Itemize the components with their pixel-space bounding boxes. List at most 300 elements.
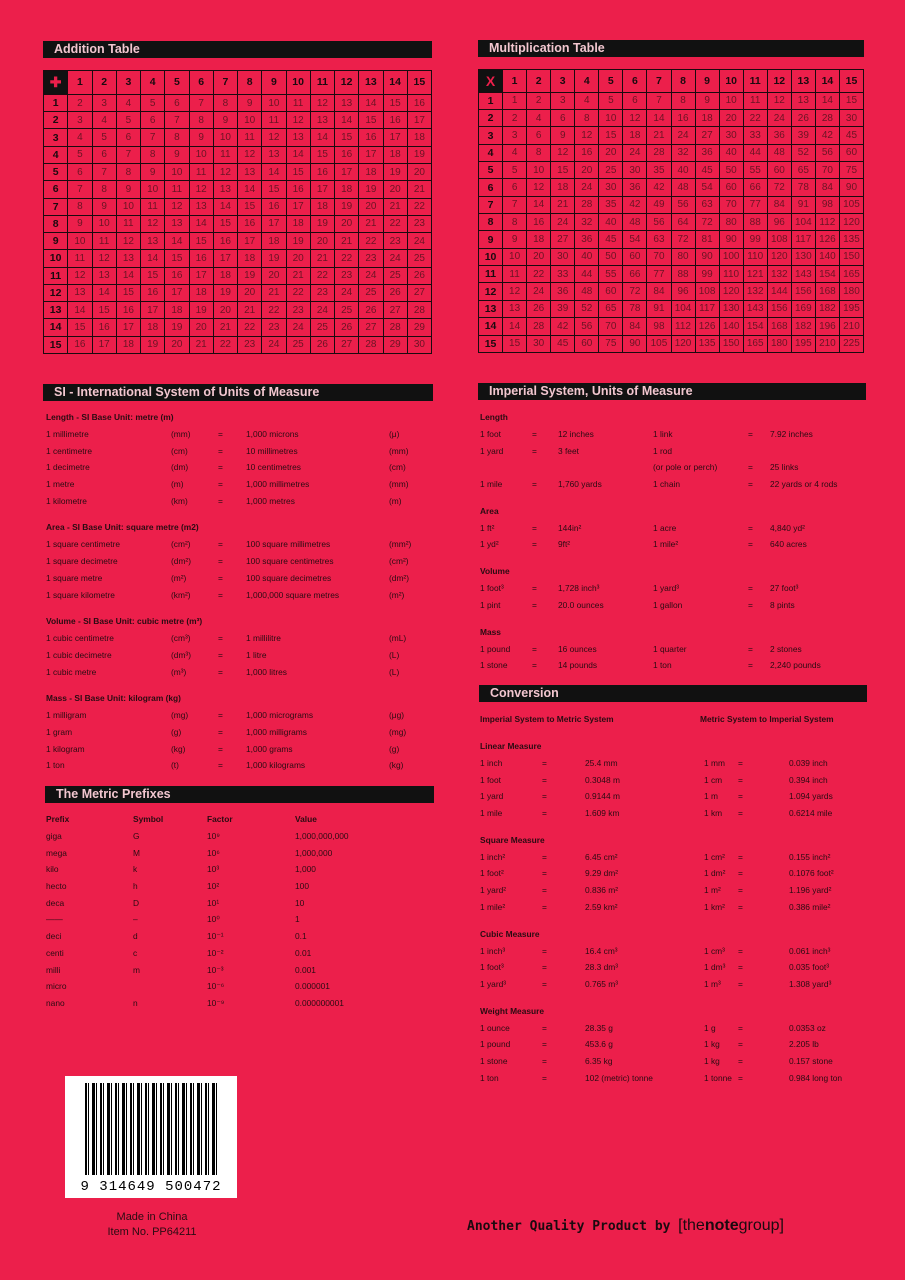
column-header: 9 (262, 71, 286, 95)
table-cell: 21 (286, 267, 310, 284)
unit-cell: 1 inch (480, 758, 503, 768)
table-cell: 20 (213, 302, 237, 319)
table-cell: 19 (165, 319, 189, 336)
table-cell: 84 (623, 318, 647, 335)
multiplication-table-title: Multiplication Table (478, 40, 864, 57)
made-in-label: Made in China (116, 1211, 188, 1223)
table-cell: 80 (719, 214, 743, 231)
table-cell: 6 (165, 94, 189, 111)
table-cell: 20 (599, 144, 623, 161)
table-cell: 6 (503, 179, 527, 196)
unit-cell: = (532, 479, 537, 490)
table-cell: 15 (92, 302, 116, 319)
table-cell: 20 (527, 248, 551, 265)
table-cell: 40 (671, 162, 695, 179)
table-cell: 10 (503, 248, 527, 265)
table-cell: 52 (575, 300, 599, 317)
table-cell: 16 (335, 146, 359, 163)
row-header: 1 (44, 94, 68, 111)
table-cell: 21 (262, 284, 286, 301)
table-cell: 28 (527, 318, 551, 335)
table-cell: 104 (791, 214, 815, 231)
unit-cell: 1 foot (480, 774, 501, 785)
table-cell: 24 (359, 267, 383, 284)
prefix-cell: deca (46, 897, 65, 908)
table-cell: 15 (335, 129, 359, 146)
table-cell: 4 (503, 144, 527, 161)
column-header: 10 (286, 71, 310, 95)
table-cell: 27 (383, 302, 407, 319)
table-cell: 45 (551, 335, 575, 353)
table-cell: 112 (671, 318, 695, 335)
table-cell: 30 (407, 336, 431, 353)
table-cell: 156 (791, 283, 815, 300)
table-cell: 13 (92, 267, 116, 284)
table-cell: 16 (407, 94, 431, 111)
table-cell: 135 (695, 335, 719, 353)
group-heading: Volume (480, 566, 510, 577)
prefix-cell: 0.000000001 (295, 997, 344, 1008)
table-cell: 24 (551, 214, 575, 231)
unit-row (480, 581, 865, 598)
table-row (44, 267, 432, 284)
unit-cell: 100 square centimetres (246, 556, 334, 567)
table-cell: 4 (68, 129, 92, 146)
table-cell: 117 (791, 231, 815, 248)
table-cell: 9 (551, 127, 575, 144)
prefix-cell: k (133, 864, 138, 875)
table-cell: 28 (815, 110, 839, 127)
unit-cell: 10 millimetres (246, 445, 298, 456)
unit-row (46, 742, 431, 759)
unit-cell: 0.394 inch (789, 774, 828, 785)
group-spacer (480, 554, 865, 562)
brand-the: the (682, 1217, 705, 1234)
table-cell: 18 (286, 215, 310, 232)
prefix-row (46, 862, 431, 879)
row-header: 1 (479, 92, 503, 109)
prefix-cell: 10² (207, 881, 220, 892)
table-cell: 2 (503, 110, 527, 127)
group-heading: Length - SI Base Unit: metre (m) (46, 412, 174, 422)
table-cell: 20 (383, 181, 407, 198)
unit-cell: 14 pounds (558, 660, 598, 671)
unit-cell: = (542, 868, 547, 879)
table-cell: 8 (165, 129, 189, 146)
table-cell: 23 (262, 319, 286, 336)
table-cell: 9 (503, 231, 527, 248)
prefix-cell: d (133, 931, 138, 942)
table-cell: 156 (767, 300, 791, 317)
table-cell: 18 (407, 129, 431, 146)
table-cell: 13 (165, 215, 189, 232)
unit-cell: 1 foot (480, 429, 501, 439)
table-cell: 98 (647, 318, 671, 335)
row-header: 5 (479, 162, 503, 179)
unit-cell: 1 link (653, 429, 673, 439)
table-cell: 25 (335, 302, 359, 319)
table-cell: 90 (623, 335, 647, 353)
unit-cell: = (738, 808, 743, 819)
table-cell: 22 (383, 215, 407, 232)
unit-cell: 1,000 litres (246, 666, 287, 677)
table-cell: 19 (359, 181, 383, 198)
table-cell: 7 (92, 163, 116, 180)
table-cell: 70 (719, 196, 743, 213)
table-cell: 150 (719, 335, 743, 353)
group-heading: Mass (480, 626, 501, 637)
table-cell: 12 (503, 283, 527, 300)
table-cell: 11 (68, 250, 92, 267)
unit-row (480, 477, 865, 494)
table-cell: 48 (575, 283, 599, 300)
table-cell: 7 (68, 181, 92, 198)
unit-cell: (cm³) (171, 633, 191, 644)
table-cell: 65 (599, 300, 623, 317)
unit-cell: = (748, 599, 753, 610)
prefix-cell: 0.001 (295, 964, 316, 975)
unit-row (46, 588, 431, 605)
group-spacer (46, 510, 431, 518)
unit-cell: 1 yard³ (480, 978, 507, 989)
table-cell: 2 (527, 92, 551, 109)
table-cell: 80 (671, 248, 695, 265)
table-cell: 19 (141, 336, 165, 353)
table-cell: 45 (599, 231, 623, 248)
unit-cell: 25.4 mm (585, 758, 618, 768)
table-cell: 25 (407, 250, 431, 267)
unit-cell: 1 cubic metre (46, 666, 97, 677)
unit-cell: 0.0353 oz (789, 1022, 826, 1033)
table-cell: 96 (671, 283, 695, 300)
table-cell: 23 (359, 250, 383, 267)
table-cell: 36 (575, 231, 599, 248)
table-cell: 75 (599, 335, 623, 353)
table-cell: 18 (141, 319, 165, 336)
unit-cell: (cm²) (171, 539, 191, 550)
table-cell: 24 (767, 110, 791, 127)
table-row (479, 335, 864, 353)
unit-cell: 0.035 foot³ (789, 962, 830, 973)
table-cell: 132 (743, 283, 767, 300)
table-cell: 12 (551, 144, 575, 161)
table-cell: 20 (575, 162, 599, 179)
prefix-row (46, 946, 431, 963)
table-row (44, 112, 432, 129)
unit-cell: (g) (389, 743, 400, 754)
table-cell: 60 (839, 144, 863, 161)
table-cell: 15 (310, 146, 334, 163)
unit-cell: = (542, 962, 547, 973)
table-cell: 9 (92, 198, 116, 215)
table-cell: 42 (647, 179, 671, 196)
table-cell: 18 (359, 163, 383, 180)
row-header: 2 (479, 110, 503, 127)
table-cell: 72 (695, 214, 719, 231)
table-cell: 12 (310, 94, 334, 111)
unit-cell: = (218, 556, 223, 567)
unit-row (480, 658, 865, 675)
table-cell: 44 (575, 266, 599, 283)
prefix-cell: 10⁻³ (207, 964, 224, 975)
origin-info (93, 1210, 211, 1240)
prefix-row (46, 879, 431, 896)
table-cell: 17 (335, 163, 359, 180)
table-row (479, 248, 864, 265)
brand-tagline: Another Quality Product by (467, 1219, 671, 1234)
table-cell: 16 (68, 336, 92, 353)
column-header: 11 (310, 71, 334, 95)
prefix-header-cell: Value (295, 814, 317, 824)
unit-row (46, 537, 431, 554)
unit-cell: 2 stones (770, 643, 802, 654)
group-heading: Area (480, 505, 499, 516)
table-cell: 14 (68, 302, 92, 319)
unit-cell: 1 stone (480, 1055, 508, 1066)
table-cell: 22 (262, 302, 286, 319)
table-cell: 16 (286, 181, 310, 198)
unit-cell: 1.094 yards (789, 791, 833, 802)
table-cell: 195 (791, 335, 815, 353)
unit-cell: (cm) (389, 462, 406, 473)
unit-cell: = (748, 643, 753, 654)
unit-row (480, 883, 870, 900)
table-cell: 120 (671, 335, 695, 353)
table-cell: 143 (791, 266, 815, 283)
unit-cell: 1 rod (653, 445, 673, 456)
table-cell: 11 (141, 198, 165, 215)
unit-row (480, 960, 870, 977)
table-cell: 9 (695, 92, 719, 109)
table-cell: 165 (743, 335, 767, 353)
unit-row (46, 427, 431, 444)
group-heading: Weight Measure (480, 1005, 545, 1016)
unit-cell: (mm) (389, 445, 409, 456)
table-row (44, 181, 432, 198)
table-cell: 15 (286, 163, 310, 180)
unit-cell: = (218, 649, 223, 660)
table-cell: 20 (238, 284, 262, 301)
table-cell: 9 (189, 129, 213, 146)
table-cell: 13 (238, 163, 262, 180)
table-header-row (479, 70, 864, 93)
column-header: 2 (92, 71, 116, 95)
unit-cell: 1 metre (46, 479, 75, 490)
table-cell: 45 (839, 127, 863, 144)
table-cell: 9 (141, 163, 165, 180)
unit-cell: 1,000 milligrams (246, 726, 307, 737)
table-cell: 28 (575, 196, 599, 213)
table-cell: 84 (767, 196, 791, 213)
table-cell: 13 (262, 146, 286, 163)
table-cell: 10 (527, 162, 551, 179)
table-cell: 19 (189, 302, 213, 319)
table-cell: 210 (815, 335, 839, 353)
table-cell: 10 (238, 112, 262, 129)
table-cell: 12 (165, 198, 189, 215)
table-cell: 12 (238, 146, 262, 163)
table-cell: 18 (527, 231, 551, 248)
table-cell: 29 (383, 336, 407, 353)
unit-cell: 1,000 grams (246, 743, 293, 754)
table-cell: 28 (383, 319, 407, 336)
unit-cell: = (218, 495, 223, 506)
imperial-section-title: Imperial System, Units of Measure (478, 383, 866, 400)
unit-cell: 1,760 yards (558, 479, 602, 490)
unit-cell: 1 centimetre (46, 445, 93, 456)
prefix-cell: giga (46, 831, 62, 841)
prefix-cell: 1,000,000,000 (295, 831, 349, 841)
table-cell: 14 (262, 163, 286, 180)
unit-cell: 1 yard (480, 791, 504, 802)
table-cell: 16 (213, 233, 237, 250)
table-cell: 72 (623, 283, 647, 300)
table-cell: 27 (551, 231, 575, 248)
table-cell: 12 (623, 110, 647, 127)
imperial-units-list (480, 408, 865, 675)
group-heading: Mass - SI Base Unit: kilogram (kg) (46, 693, 181, 704)
unit-cell: 1 stone (480, 660, 508, 671)
table-cell: 6 (116, 129, 140, 146)
table-cell: 25 (286, 336, 310, 353)
table-cell: 10 (189, 146, 213, 163)
unit-cell: (m) (389, 495, 402, 506)
table-row (44, 163, 432, 180)
unit-cell: = (218, 479, 223, 490)
unit-cell: 1 cm² (704, 851, 725, 862)
group-heading: Area - SI Base Unit: square metre (m2) (46, 522, 199, 533)
unit-cell: = (218, 572, 223, 583)
unit-cell: 144in² (558, 522, 582, 533)
unit-cell: = (738, 1072, 743, 1083)
table-cell: 135 (839, 231, 863, 248)
table-cell: 13 (310, 112, 334, 129)
table-cell: 17 (359, 146, 383, 163)
prefix-cell: 10⁻¹ (207, 931, 224, 942)
table-cell: 13 (503, 300, 527, 317)
prefix-cell: 10³ (207, 864, 220, 875)
column-header: 9 (695, 70, 719, 93)
unit-cell: 1 gallon (653, 599, 683, 610)
group-heading: Cubic Measure (480, 928, 540, 939)
table-cell: 8 (68, 198, 92, 215)
multiplication-table (478, 69, 864, 353)
unit-cell: 1 yard² (480, 885, 507, 896)
unit-cell: (mm) (171, 429, 191, 439)
metric-prefixes-list (46, 810, 431, 1013)
table-cell: 17 (213, 250, 237, 267)
table-cell: 13 (141, 233, 165, 250)
table-cell: 18 (551, 179, 575, 196)
table-cell: 11 (238, 129, 262, 146)
unit-cell: 12 inches (558, 429, 594, 439)
unit-cell: = (532, 445, 537, 456)
group-spacer (480, 494, 865, 502)
table-cell: 182 (791, 318, 815, 335)
unit-cell: = (532, 539, 537, 550)
unit-cell: 1 millilitre (246, 633, 281, 644)
table-cell: 9 (213, 112, 237, 129)
unit-cell: (t) (171, 760, 179, 771)
table-cell: 21 (551, 196, 575, 213)
row-header: 6 (44, 181, 68, 198)
column-header: 7 (647, 70, 671, 93)
prefix-cell: milli (46, 964, 61, 975)
row-header: 9 (479, 231, 503, 248)
table-cell: 17 (189, 267, 213, 284)
column-header: 13 (359, 71, 383, 95)
table-cell: 20 (262, 267, 286, 284)
unit-cell: = (738, 885, 743, 896)
table-cell: 28 (647, 144, 671, 161)
row-header: 4 (479, 144, 503, 161)
table-cell: 104 (671, 300, 695, 317)
table-cell: 6 (527, 127, 551, 144)
table-cell: 196 (815, 318, 839, 335)
column-header: 1 (68, 71, 92, 95)
table-cell: 56 (575, 318, 599, 335)
unit-cell: 1 ton (46, 760, 65, 771)
si-units-list (46, 408, 431, 775)
unit-cell: 1 mile (480, 479, 503, 490)
table-cell: 12 (68, 267, 92, 284)
table-cell: 13 (335, 94, 359, 111)
table-cell: 23 (286, 302, 310, 319)
table-row (44, 302, 432, 319)
prefix-row (46, 963, 431, 980)
table-cell: 24 (286, 319, 310, 336)
table-cell: 3 (68, 112, 92, 129)
table-cell: 11 (116, 215, 140, 232)
prefix-cell: 10¹ (207, 897, 220, 908)
unit-row (480, 1071, 870, 1088)
table-cell: 18 (695, 110, 719, 127)
table-cell: 7 (165, 112, 189, 129)
row-header: 4 (44, 146, 68, 163)
table-cell: 22 (213, 336, 237, 353)
table-cell: 8 (189, 112, 213, 129)
table-cell: 21 (335, 233, 359, 250)
table-row (479, 92, 864, 109)
table-cell: 16 (238, 215, 262, 232)
table-cell: 15 (68, 319, 92, 336)
unit-cell: = (738, 851, 743, 862)
table-cell: 210 (839, 318, 863, 335)
table-cell: 16 (575, 144, 599, 161)
unit-cell: 1 cubic centimetre (46, 633, 114, 644)
table-cell: 19 (310, 215, 334, 232)
table-cell: 7 (189, 94, 213, 111)
unit-cell: 640 acres (770, 539, 807, 550)
table-cell: 16 (189, 250, 213, 267)
table-cell: 15 (238, 198, 262, 215)
table-cell: 60 (623, 248, 647, 265)
unit-cell: = (542, 774, 547, 785)
prefix-cell: 10⁰ (207, 914, 220, 925)
addition-table-title: Addition Table (43, 41, 432, 58)
row-header: 8 (479, 214, 503, 231)
table-cell: 11 (262, 112, 286, 129)
multiply-icon: X (479, 70, 503, 93)
table-cell: 75 (839, 162, 863, 179)
prefix-cell: n (133, 997, 138, 1008)
table-cell: 10 (262, 94, 286, 111)
table-cell: 25 (599, 162, 623, 179)
table-cell: 12 (116, 233, 140, 250)
table-cell: 108 (767, 231, 791, 248)
table-cell: 33 (551, 266, 575, 283)
unit-cell: = (748, 522, 753, 533)
